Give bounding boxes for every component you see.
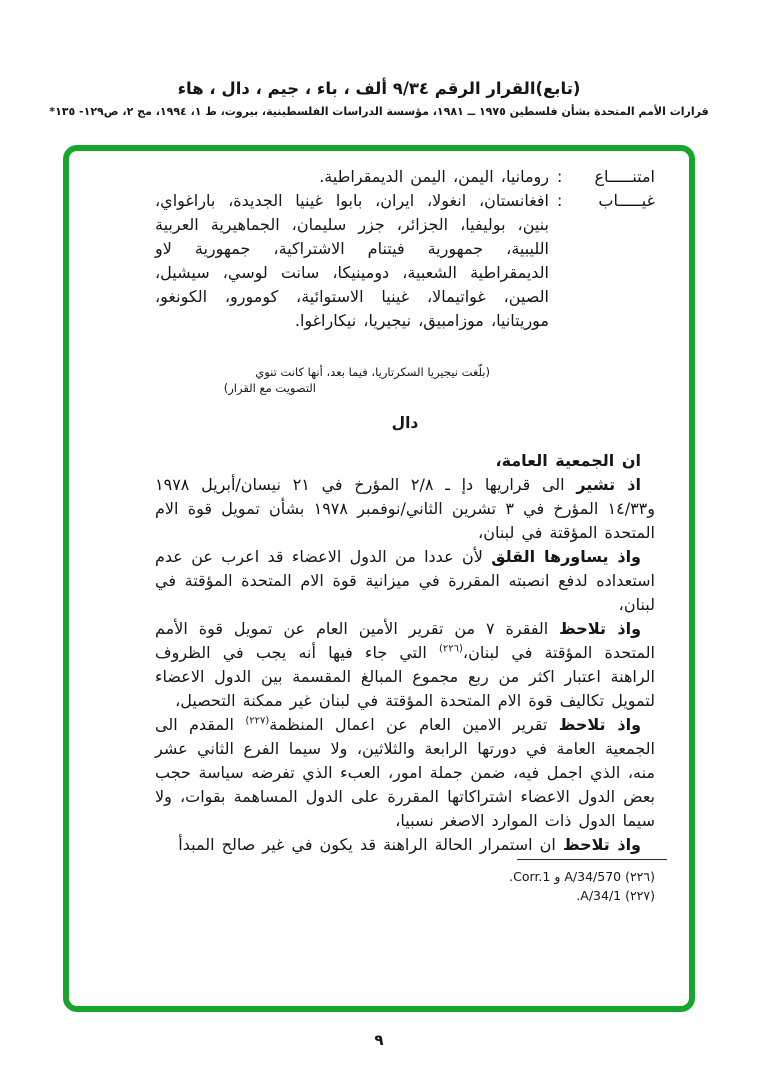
paragraph-lead: اذ تشير: [576, 475, 641, 494]
paragraph-concerned: [155, 545, 655, 617]
paragraph-lead: واذ تلاحظ: [562, 835, 641, 854]
vote-record: [155, 165, 655, 357]
paragraph-body: المقدم الى الجمعية العامة في دورتها الرابعة والثلاثين، ولا سيما الفرع الثاني عشر منه، الذي اجمل فيه، ضمن جملة امور، العبء الذي تفرضه سياسة حجب بعض الدول الاعضاء اشتراكاتها المقررة على الدول المساهمة بقوات، ولا سيما الدول ذات الموارد الاصغر نسبيا،: [155, 715, 655, 830]
vote-label-text: امتنـــــاع: [594, 167, 655, 186]
paragraph-body: الى قراريها دإ ـ ٢/٨ المؤرخ في ٢١ نيسان/أبريل ١٩٧٨ و١٤/٣٣ المؤرخ في ٣ تشرين الثاني/نوفمبر ١٩٧٨ بشأن تمويل قوة الام المتحدة المؤقتة في لبنان،: [155, 475, 655, 542]
footnote-ref-226: (٢٢٦): [438, 643, 463, 655]
vote-label-text: غيـــــاب: [598, 191, 655, 210]
paragraph-noting-report-227: [155, 713, 655, 833]
document-content: [155, 165, 655, 857]
paragraph-recalling: [155, 473, 655, 545]
footnotes: [509, 859, 667, 905]
paragraph-noting-situation: [155, 833, 655, 857]
document-header: [0, 79, 758, 118]
source-citation: قرارات الأمم المتحدة بشأن فلسطين ١٩٧٥ ــ ١٩٨١، مؤسسة الدراسات الفلسطينية، بيروت، ط ١، ١٩٩٤، مج ٢، ص١٢٩- ١٣٥*: [49, 105, 709, 118]
vote-label-absent: [549, 189, 655, 333]
paragraph-body: الفقرة ٧ من تقرير الأمين العام عن تمويل قوة الأمم المتحدة المؤقتة في لبنان،: [155, 619, 656, 662]
paragraph-lead: ان الجمعية العامة،: [495, 451, 641, 470]
green-highlight-frame: [63, 145, 695, 1012]
paragraph-body: ان استمرار الحالة الراهنة قد يكون في غير صالح المبدأ: [178, 835, 563, 854]
footnote-item-226: .Corr.1 و A/34/570 (٢٢٦): [509, 869, 655, 884]
paragraph-noting-report-226: [155, 617, 655, 713]
page-number: ٩: [374, 1031, 384, 1049]
vote-value-abstain: رومانيا، اليمن، اليمن الديمقراطية.: [319, 167, 549, 186]
paragraph-lead: واذ تلاحظ: [559, 619, 642, 638]
paragraph-lead: واذ يساورها القلق: [491, 547, 641, 566]
vote-label-colon: :: [557, 191, 563, 210]
paragraph-body: لأن عددا من الدول الاعضاء قد اعرب عن عدم استعداده لدفع انصبته المقررة في ميزانية قوة الام المتحدة المؤقتة في لبنان،: [155, 547, 655, 614]
vote-label-colon: :: [557, 167, 563, 186]
footnote-ref-227: (٢٢٧): [245, 715, 270, 727]
section-heading-dal: دال: [391, 414, 419, 432]
secretariat-note: [155, 365, 490, 396]
footnote-item-227: .A/34/1 (٢٢٧): [576, 888, 655, 903]
note-line-2: التصويت مع القرار): [223, 380, 316, 395]
vote-label-abstain: [549, 165, 655, 189]
note-line-1: (بلّغت نيجيريا السكرتاريا، فيما بعد، أنها كانت تنوي: [255, 365, 490, 379]
vote-value-absent: افغانستان، انغولا، ايران، بابوا غينيا الجديدة، باراغواي، بنين، بوليفيا، الجزائر، جزر سليمان، الجماهيرية العربية الليبية، جمهورية فيتنام الاشتراكية، جمهورية لاو الديمقراطية الشعبية، دومينيكا، سانت لوسي، سيشيل، الصين، غواتيمالا، غينيا الاستوائية، كومورو، الكونغو، موريتانيا، موزامبيق، نيجيريا، نيكاراغوا.: [155, 191, 549, 330]
paragraph-preamble: [155, 449, 655, 473]
footnote-separator: [517, 859, 667, 860]
vote-row-abstain: [155, 165, 655, 189]
paragraph-body: تقرير الامين العام عن اعمال المنظمة: [269, 715, 559, 734]
vote-row-absent: [155, 189, 655, 333]
paragraph-lead: واذ تلاحظ: [558, 715, 642, 734]
paragraph-body: التي جاء فيها أنه يجب في الظروف الراهنة اعتبار اكثر من ربع مجموع المبالغ المقسمة بين الدول الاعضاء لتمويل تكاليف قوة الام المتحدة المؤقتة في لبنان غير ممكنة التحصيل،: [155, 643, 655, 710]
resolution-title: (تابع)القرار الرقم ٩/٣٤ ألف ، باء ، جيم ، دال ، هاء: [177, 79, 581, 98]
